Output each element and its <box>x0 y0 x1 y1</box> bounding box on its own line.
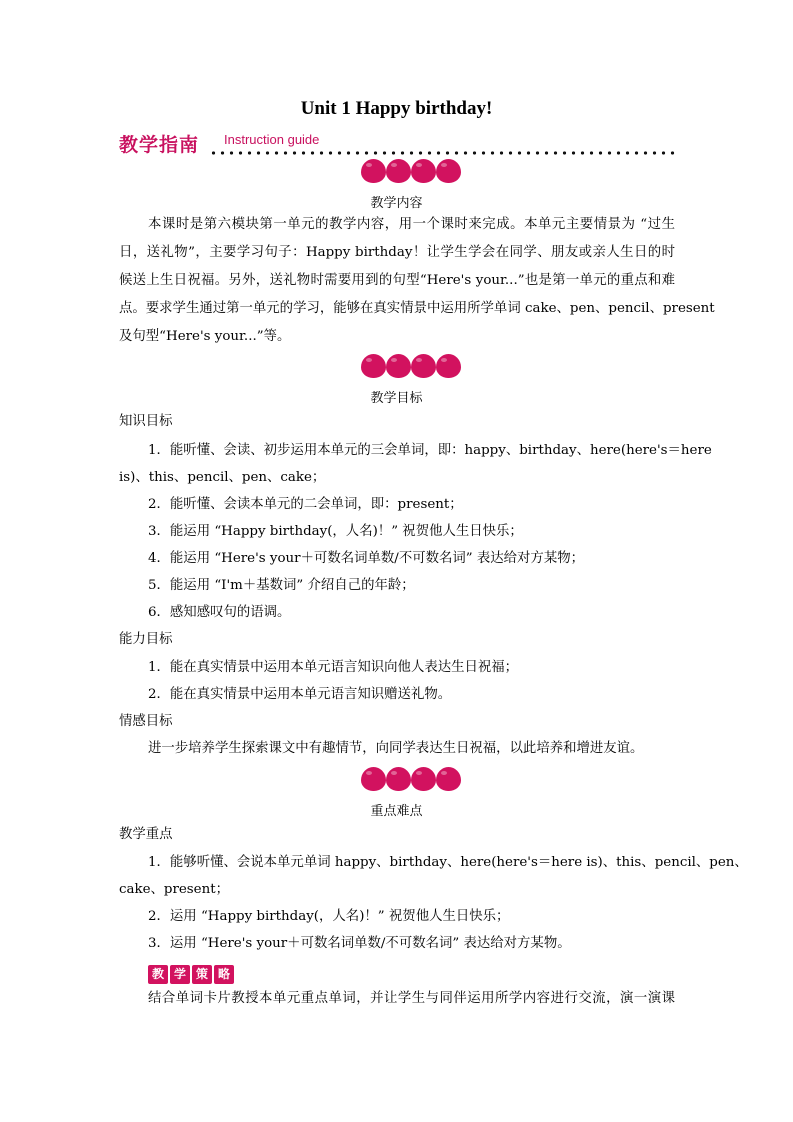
paragraph-line: 点。要求学生通过第一单元的学习，能够在真实情景中运用所学单词 cake、pen、pencil、present <box>119 301 715 316</box>
teaching-strategy-badge <box>148 965 234 985</box>
guide-title-en: Instruction guide <box>224 132 320 147</box>
ability-goal-item: 2．能在真实情景中运用本单元语言知识赠送礼物。 <box>148 687 452 702</box>
ornament-dot <box>361 159 386 183</box>
ability-goal-item: 1．能在真实情景中运用本单元语言知识向他人表达生日祝福； <box>148 660 519 675</box>
section-title-keypoints: 重点难点 <box>370 804 423 819</box>
knowledge-goal-item: 5．能运用 “I'm＋基数词” 介绍自己的年龄； <box>148 578 415 593</box>
strategy-text: 结合单词卡片教授本单元重点单词，并让学生与同伴运用所学内容进行交流，演一演课 <box>148 991 675 1006</box>
knowledge-goal-item: 2．能听懂、会读本单元的二会单词，即：present； <box>148 497 463 512</box>
dotted-divider <box>209 150 679 156</box>
ornament-dot <box>436 159 461 183</box>
ornament-dot <box>411 354 436 378</box>
paragraph-line: 候送上生日祝福。另外，送礼物时需要用到的句型“Here's your...”也是第一单元的重点和难 <box>119 273 675 288</box>
ornament-dot <box>361 354 386 378</box>
knowledge-goal-item: 3．能运用 “Happy birthday(，人名)！” 祝贺他人生日快乐； <box>148 524 523 539</box>
badge-char: 略 <box>214 965 234 984</box>
keypoint-item: 3．运用 “Here's your＋可数名词单数/不可数名词” 表达给对方某物。 <box>148 936 571 951</box>
ornament-dot <box>436 354 461 378</box>
knowledge-goal-item: 1．能听懂、会读、初步运用本单元的三会单词，即：happy、birthday、here(here's＝here <box>148 443 712 458</box>
document-title: Unit 1 Happy birthday! <box>300 98 493 119</box>
paragraph-line: 本课时是第六模块第一单元的教学内容，用一个课时来完成。本单元主要情景为 “过生 <box>148 217 675 232</box>
paragraph-line: 日，送礼物”，主要学习句子：Happy birthday！让学生学会在同学、朋友或亲人生日的时 <box>119 245 675 260</box>
section-ornament <box>361 354 462 378</box>
ornament-dot <box>386 767 411 791</box>
paragraph-line: 及句型“Here's your...”等。 <box>119 329 291 344</box>
badge-char: 学 <box>170 965 190 984</box>
badge-char: 策 <box>192 965 212 984</box>
ornament-dot <box>386 354 411 378</box>
knowledge-goals-label: 知识目标 <box>119 414 173 429</box>
ornament-dot <box>411 159 436 183</box>
section-title-goals: 教学目标 <box>370 391 423 406</box>
ornament-dot <box>436 767 461 791</box>
ornament-dot <box>411 767 436 791</box>
keypoints-label: 教学重点 <box>119 827 173 842</box>
ability-goals-label: 能力目标 <box>119 632 173 647</box>
badge-char: 教 <box>148 965 168 984</box>
instruction-guide-heading <box>119 128 689 158</box>
keypoint-item: cake、present； <box>119 882 230 897</box>
ornament-dot <box>386 159 411 183</box>
section-title-content: 教学内容 <box>370 196 423 211</box>
emotion-goal-text: 进一步培养学生探索课文中有趣情节，向同学表达生日祝福，以此培养和增进友谊。 <box>148 741 644 756</box>
knowledge-goal-item: 4．能运用 “Here's your＋可数名词单数/不可数名词” 表达给对方某物； <box>148 551 584 566</box>
section-ornament <box>361 159 462 183</box>
knowledge-goal-item: is)、this、pencil、pen、cake； <box>119 470 326 485</box>
ornament-dot <box>361 767 386 791</box>
section-ornament <box>361 767 462 791</box>
knowledge-goal-item: 6．感知感叹句的语调。 <box>148 605 291 620</box>
keypoint-item: 1．能够听懂、会说本单元单词 happy、birthday、here(here's＝here is)、this、pencil、pen、 <box>148 855 748 870</box>
keypoint-item: 2．运用 “Happy birthday(，人名)！” 祝贺他人生日快乐； <box>148 909 510 924</box>
guide-title-cn: 教学指南 <box>119 134 200 156</box>
emotion-goals-label: 情感目标 <box>119 714 173 729</box>
